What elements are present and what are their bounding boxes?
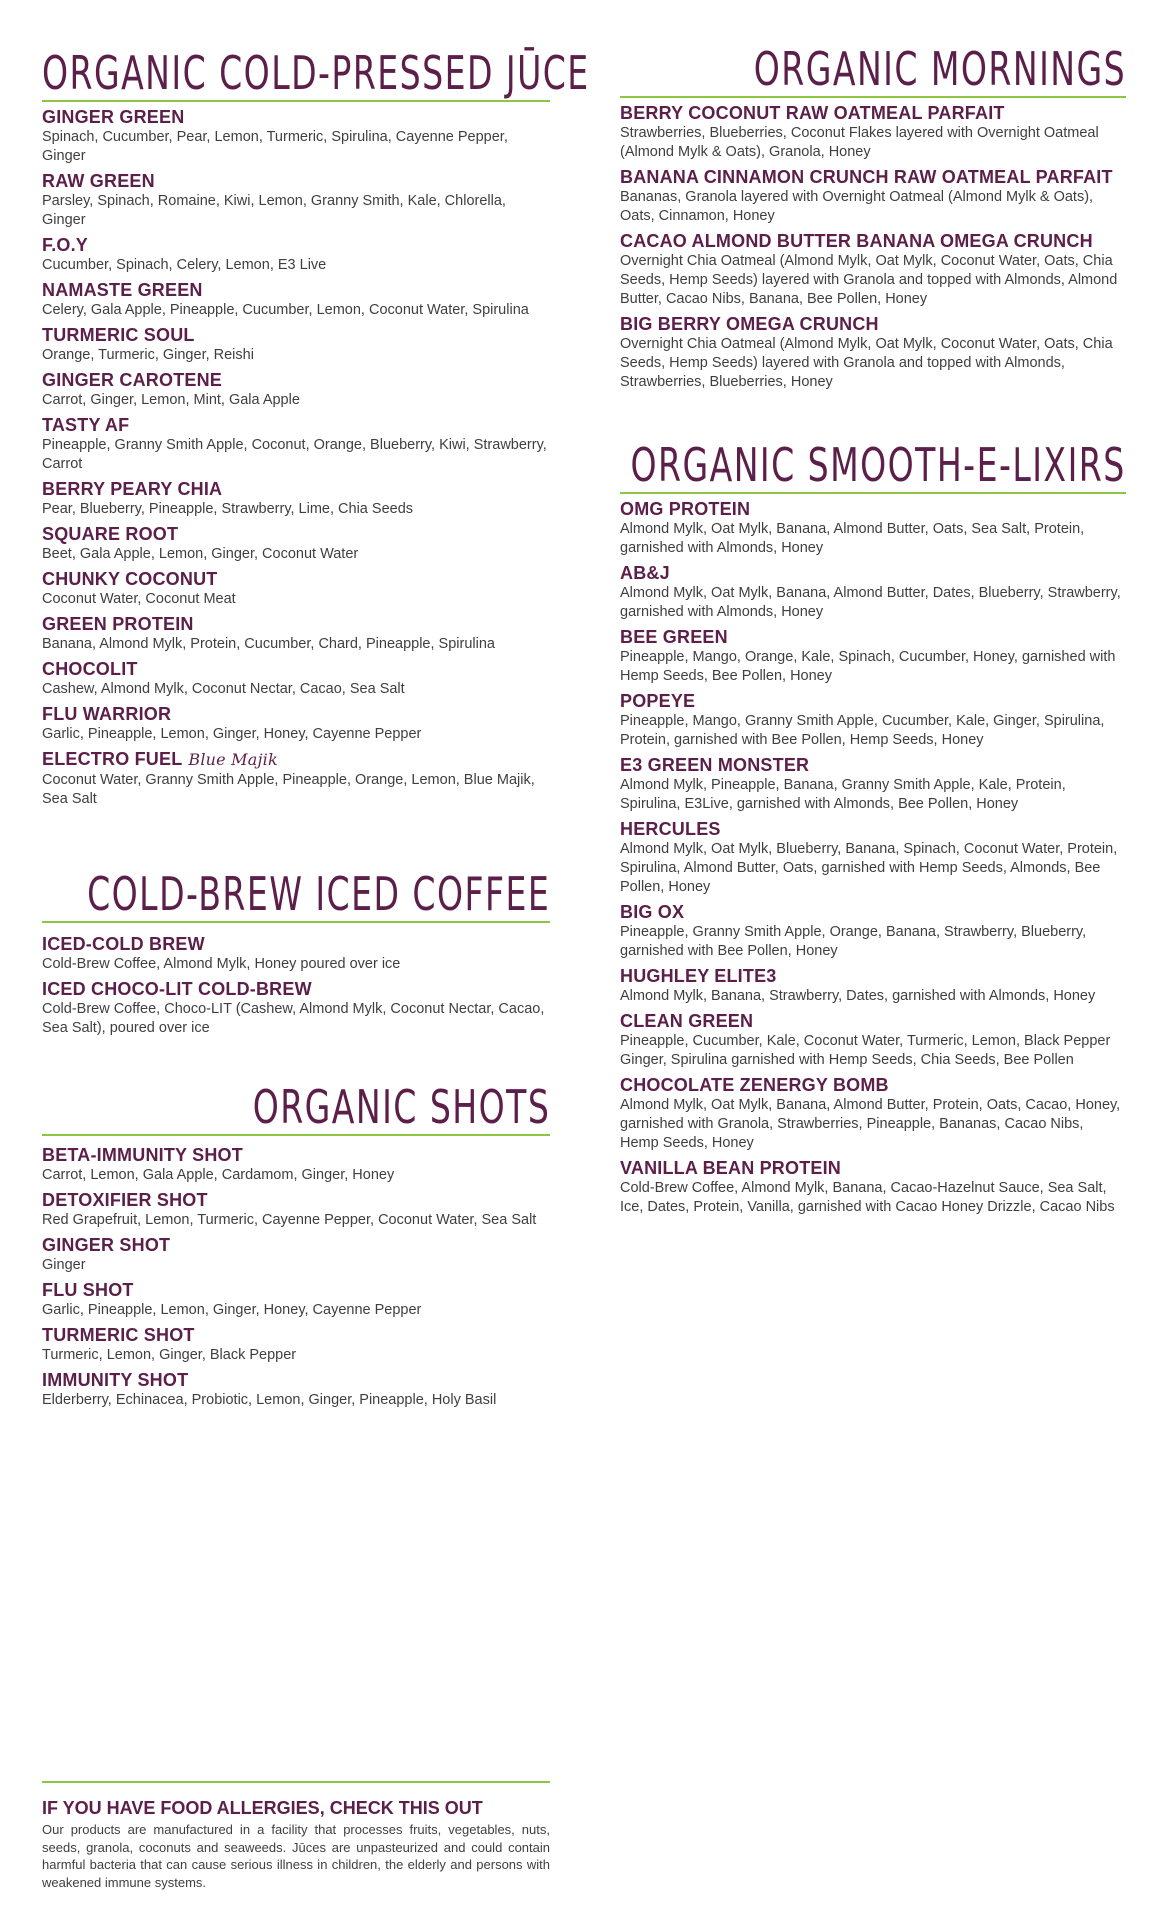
menu-item-name-row xyxy=(620,690,1126,712)
menu-item-name: BERRY PEARY CHIA xyxy=(42,479,223,499)
menu-item-name: ICED-COLD BREW xyxy=(42,934,205,954)
menu-item-name-row xyxy=(42,658,550,680)
section-heading: ORGANIC SMOOTH-E-LIXIRS xyxy=(630,438,1126,492)
menu-item-description: Overnight Chia Oatmeal (Almond Mylk, Oat Mylk, Coconut Water, Oats, Chia Seeds, Hemp Seeds) layered with Granola and topped with Almonds, Strawberries, Blueberries, Honey xyxy=(620,336,1113,390)
section-heading: ORGANIC SHOTS xyxy=(252,1080,550,1134)
menu-item xyxy=(620,754,1126,814)
menu-item-description: Ginger xyxy=(42,1257,86,1273)
menu-item xyxy=(620,1157,1126,1217)
menu-item xyxy=(42,1144,550,1185)
menu-item-name-row xyxy=(42,613,550,635)
menu-item xyxy=(42,1234,550,1275)
menu-item-name-row xyxy=(42,369,550,391)
menu-item xyxy=(42,613,550,654)
section-heading: ORGANIC COLD-PRESSED JŪCE xyxy=(42,46,590,100)
menu-item-name: NAMASTE GREEN xyxy=(42,280,203,300)
menu-item xyxy=(42,1369,550,1410)
menu-item xyxy=(620,818,1126,897)
section-divider xyxy=(42,921,550,923)
menu-item-name-row xyxy=(42,1369,550,1391)
section-heading: ORGANIC MORNINGS xyxy=(753,42,1126,96)
menu-item xyxy=(620,230,1126,309)
menu-item-name: HERCULES xyxy=(620,819,721,839)
menu-item xyxy=(620,965,1126,1006)
menu-item xyxy=(42,658,550,699)
section-mornings xyxy=(620,40,1126,392)
menu-item xyxy=(42,414,550,474)
menu-item xyxy=(620,562,1126,622)
menu-item-name-row xyxy=(620,1157,1126,1179)
menu-item xyxy=(42,568,550,609)
menu-item-name-row xyxy=(620,626,1126,648)
menu-item-description: Pineapple, Granny Smith Apple, Orange, Banana, Strawberry, Blueberry, garnished with Bee Pollen, Honey xyxy=(620,924,1087,959)
menu-item-name-row xyxy=(620,965,1126,987)
menu-item-name: BIG OX xyxy=(620,902,685,922)
menu-item xyxy=(42,703,550,744)
menu-item-description: Almond Mylk, Oat Mylk, Banana, Almond Butter, Dates, Blueberry, Strawberry, garnished with Almonds, Honey xyxy=(620,585,1121,620)
menu-item xyxy=(42,523,550,564)
menu-item-name-row xyxy=(620,102,1126,124)
menu-item-description: Almond Mylk, Oat Mylk, Blueberry, Banana, Spinach, Coconut Water, Protein, Spirulina, Almond Butter, Oats, garnished with Hemp Seeds, Almonds, Bee Pollen, Honey xyxy=(620,841,1118,895)
menu-item-description: Garlic, Pineapple, Lemon, Ginger, Honey, Cayenne Pepper xyxy=(42,1302,422,1318)
menu-item xyxy=(620,102,1126,162)
menu-item xyxy=(42,369,550,410)
menu-item-description: Almond Mylk, Oat Mylk, Banana, Almond Butter, Oats, Sea Salt, Protein, garnished with Almonds, Honey xyxy=(620,521,1085,556)
menu-item-name: CHOCOLIT xyxy=(42,659,138,679)
menu-item-description: Red Grapefruit, Lemon, Turmeric, Cayenne Pepper, Coconut Water, Sea Salt xyxy=(42,1212,537,1228)
menu-item-name-row xyxy=(42,703,550,725)
menu-item-name: IMMUNITY SHOT xyxy=(42,1370,189,1390)
menu-item-description: Parsley, Spinach, Romaine, Kiwi, Lemon, Granny Smith, Kale, Chlorella, Ginger xyxy=(42,193,506,228)
menu-item-name: E3 GREEN MONSTER xyxy=(620,755,810,775)
menu-item xyxy=(42,1189,550,1230)
menu-item-name: GREEN PROTEIN xyxy=(42,614,194,634)
menu-list xyxy=(620,98,1126,392)
menu-item-description: Coconut Water, Coconut Meat xyxy=(42,591,236,607)
menu-item-name: BERRY COCONUT RAW OATMEAL PARFAIT xyxy=(620,103,1005,123)
menu-item xyxy=(42,1279,550,1320)
menu-item xyxy=(620,690,1126,750)
menu-list xyxy=(42,1136,550,1410)
menu-item-description: Carrot, Lemon, Gala Apple, Cardamom, Ginger, Honey xyxy=(42,1167,395,1183)
menu-item-description: Cucumber, Spinach, Celery, Lemon, E3 Live xyxy=(42,257,327,273)
menu-item-name-row xyxy=(620,1010,1126,1032)
menu-item-subtitle: Blue Majik xyxy=(188,750,278,769)
section-title-juice xyxy=(42,44,590,102)
section-title-smoothies xyxy=(620,436,1126,494)
menu-item-description: Turmeric, Lemon, Ginger, Black Pepper xyxy=(42,1347,297,1363)
menu-item-description: Cold-Brew Coffee, Almond Mylk, Banana, Cacao-Hazelnut Sauce, Sea Salt, Ice, Dates, Protein, Vanilla, garnished with Cacao Honey Drizzle, Cacao Nibs xyxy=(620,1180,1115,1215)
allergy-text: Our products are manufactured in a facility that processes fruits, vegetables, nuts, seeds, granola, coconuts and seaweeds. Jūces are unpasteurized and could contain harmful bacteria that can cause serious illness in children, the elderly and persons with weakened immune systems. xyxy=(42,1822,550,1890)
menu-item xyxy=(42,748,550,809)
allergy-title: IF YOU HAVE FOOD ALLERGIES, CHECK THIS OUT xyxy=(42,1798,483,1818)
menu-item-name: BIG BERRY OMEGA CRUNCH xyxy=(620,314,879,334)
menu-item-name-row xyxy=(42,933,550,955)
menu-item-name: GINGER SHOT xyxy=(42,1235,171,1255)
menu-item-description: Cold-Brew Coffee, Choco-LIT (Cashew, Almond Mylk, Coconut Nectar, Cacao, Sea Salt), poured over ice xyxy=(42,1001,545,1036)
menu-item-name-row xyxy=(620,754,1126,776)
menu-item-name-row xyxy=(42,748,550,771)
menu-item xyxy=(620,901,1126,961)
menu-item xyxy=(42,170,550,230)
section-divider xyxy=(42,1134,550,1136)
menu-item-name: FLU WARRIOR xyxy=(42,704,172,724)
menu-item-name-row xyxy=(620,313,1126,335)
menu-item-name-row xyxy=(42,478,550,500)
menu-item-name-row xyxy=(42,279,550,301)
menu-item xyxy=(42,279,550,320)
menu-item xyxy=(42,933,550,974)
menu-item-description: Cold-Brew Coffee, Almond Mylk, Honey poured over ice xyxy=(42,956,401,972)
menu-item-name: BEE GREEN xyxy=(620,627,728,647)
menu-item-name: CACAO ALMOND BUTTER BANANA OMEGA CRUNCH xyxy=(620,231,1093,251)
menu-item-name: OMG PROTEIN xyxy=(620,499,751,519)
menu-item-name-row xyxy=(620,1074,1126,1096)
menu-item-description: Overnight Chia Oatmeal (Almond Mylk, Oat Mylk, Coconut Water, Oats, Chia Seeds, Hemp Seeds) layered with Granola and topped with Almonds, Almond Butter, Cacao Nibs, Banana, Bee Pollen, Honey xyxy=(620,253,1118,307)
menu-item-description: Pineapple, Cucumber, Kale, Coconut Water, Turmeric, Lemon, Black Pepper Ginger, Spirulina garnished with Hemp Seeds, Chia Seeds, Bee Pollen xyxy=(620,1033,1111,1068)
menu-item-description: Pineapple, Mango, Orange, Kale, Spinach, Cucumber, Honey, garnished with Hemp Seeds, Bee Pollen, Honey xyxy=(620,649,1116,684)
menu-item-description: Almond Mylk, Oat Mylk, Banana, Almond Butter, Protein, Oats, Cacao, Honey, garnished with Granola, Strawberries, Pineapple, Bananas, Cacao Nibs, Hemp Seeds, Honey xyxy=(620,1097,1121,1151)
menu-item-name: GINGER CAROTENE xyxy=(42,370,223,390)
menu-list xyxy=(42,102,550,809)
menu-item-description: Elderberry, Echinacea, Probiotic, Lemon, Ginger, Pineapple, Holy Basil xyxy=(42,1392,497,1408)
menu-item xyxy=(620,1074,1126,1153)
menu-item-name-row xyxy=(620,901,1126,923)
menu-item-description: Orange, Turmeric, Ginger, Reishi xyxy=(42,347,254,363)
menu-item-description: Pineapple, Granny Smith Apple, Coconut, Orange, Blueberry, Kiwi, Strawberry, Carrot xyxy=(42,437,547,472)
menu-item-description: Strawberries, Blueberries, Coconut Flakes layered with Overnight Oatmeal (Almond Mylk & Oats), Granola, Honey xyxy=(620,125,1099,160)
allergy-divider xyxy=(42,1781,550,1783)
menu-item xyxy=(42,478,550,519)
menu-item-description: Coconut Water, Granny Smith Apple, Pineapple, Orange, Lemon, Blue Majik, Sea Salt xyxy=(42,772,535,807)
menu-item-description: Bananas, Granola layered with Overnight Oatmeal (Almond Mylk & Oats), Oats, Cinnamon, Honey xyxy=(620,189,1094,224)
menu-item-description: Spinach, Cucumber, Pear, Lemon, Turmeric, Spirulina, Cayenne Pepper, Ginger xyxy=(42,129,508,164)
menu-item-name-row xyxy=(42,978,550,1000)
menu-item-name: GINGER GREEN xyxy=(42,107,185,127)
menu-item-name-row xyxy=(42,568,550,590)
menu-item-name: AB&J xyxy=(620,563,670,583)
menu-item-description: Pineapple, Mango, Granny Smith Apple, Cucumber, Kale, Ginger, Spirulina, Protein, garnished with Bee Pollen, Hemp Seeds, Honey xyxy=(620,713,1105,748)
menu-item xyxy=(42,234,550,275)
menu-item-name-row xyxy=(42,1144,550,1166)
menu-item-description: Pear, Blueberry, Pineapple, Strawberry, Lime, Chia Seeds xyxy=(42,501,414,517)
menu-item-description: Banana, Almond Mylk, Protein, Cucumber, Chard, Pineapple, Spirulina xyxy=(42,636,495,652)
menu-list xyxy=(42,923,550,1038)
menu-item-name: ELECTRO FUEL xyxy=(42,749,183,769)
menu-item xyxy=(620,313,1126,392)
menu-list xyxy=(620,494,1126,1217)
menu-item xyxy=(620,166,1126,226)
menu-item-name: DETOXIFIER SHOT xyxy=(42,1190,208,1210)
menu-item-name: SQUARE ROOT xyxy=(42,524,179,544)
menu-item-name: FLU SHOT xyxy=(42,1280,134,1300)
menu-item-name-row xyxy=(42,1324,550,1346)
menu-item xyxy=(42,106,550,166)
section-title-shots xyxy=(42,1078,550,1136)
menu-item-name-row xyxy=(620,230,1126,252)
menu-item-name-row xyxy=(42,1234,550,1256)
menu-item-name: BANANA CINNAMON CRUNCH RAW OATMEAL PARFAIT xyxy=(620,167,1113,187)
menu-item-name: TURMERIC SOUL xyxy=(42,325,195,345)
menu-item xyxy=(42,978,550,1038)
menu-item-name: RAW GREEN xyxy=(42,171,155,191)
menu-item-name: POPEYE xyxy=(620,691,696,711)
section-juice xyxy=(42,44,590,809)
menu-item-name-row xyxy=(42,170,550,192)
menu-item xyxy=(42,1324,550,1365)
menu-item-name-row xyxy=(620,818,1126,840)
menu-item-name-row xyxy=(42,324,550,346)
section-divider xyxy=(620,492,1126,494)
section-coffee xyxy=(42,865,550,1038)
menu-item-name: CLEAN GREEN xyxy=(620,1011,754,1031)
menu-item-name: ICED CHOCO-LIT COLD-BREW xyxy=(42,979,312,999)
menu-item xyxy=(42,324,550,365)
menu-item-name-row xyxy=(42,106,550,128)
menu-item-name: TURMERIC SHOT xyxy=(42,1325,195,1345)
section-heading: COLD-BREW ICED COFFEE xyxy=(86,867,550,921)
menu-item-description: Garlic, Pineapple, Lemon, Ginger, Honey, Cayenne Pepper xyxy=(42,726,422,742)
menu-item-name: TASTY AF xyxy=(42,415,130,435)
menu-item-description: Beet, Gala Apple, Lemon, Ginger, Coconut Water xyxy=(42,546,359,562)
menu-item-name-row xyxy=(620,498,1126,520)
section-divider xyxy=(620,96,1126,98)
section-smoothies xyxy=(620,436,1126,1217)
menu-item-name: BETA-IMMUNITY SHOT xyxy=(42,1145,243,1165)
section-divider xyxy=(42,100,550,102)
menu-item-description: Carrot, Ginger, Lemon, Mint, Gala Apple xyxy=(42,392,300,408)
menu-item-name: CHUNKY COCONUT xyxy=(42,569,218,589)
menu-item-name-row xyxy=(620,562,1126,584)
section-title-mornings xyxy=(620,40,1126,98)
menu-item-name-row xyxy=(42,234,550,256)
menu-item-description: Almond Mylk, Pineapple, Banana, Granny Smith Apple, Kale, Protein, Spirulina, E3Live, garnished with Almonds, Bee Pollen, Honey xyxy=(620,777,1066,812)
menu-item-description: Almond Mylk, Banana, Strawberry, Dates, garnished with Almonds, Honey xyxy=(620,988,1096,1004)
menu-item xyxy=(620,626,1126,686)
menu-item-name-row xyxy=(42,414,550,436)
menu-item-name: HUGHLEY ELITE3 xyxy=(620,966,777,986)
menu-item-name-row xyxy=(42,1189,550,1211)
menu-item-name: CHOCOLATE ZENERGY BOMB xyxy=(620,1075,889,1095)
menu-item xyxy=(620,498,1126,558)
menu-item xyxy=(620,1010,1126,1070)
section-title-coffee xyxy=(42,865,550,923)
menu-item-name: F.O.Y xyxy=(42,235,89,255)
menu-item-name-row xyxy=(42,523,550,545)
menu-item-description: Cashew, Almond Mylk, Coconut Nectar, Cacao, Sea Salt xyxy=(42,681,405,697)
allergy-notice xyxy=(42,1781,550,1891)
section-shots xyxy=(42,1078,550,1410)
menu-item-name: VANILLA BEAN PROTEIN xyxy=(620,1158,842,1178)
menu-item-name-row xyxy=(620,166,1126,188)
menu-item-name-row xyxy=(42,1279,550,1301)
menu-item-description: Celery, Gala Apple, Pineapple, Cucumber, Lemon, Coconut Water, Spirulina xyxy=(42,302,529,318)
